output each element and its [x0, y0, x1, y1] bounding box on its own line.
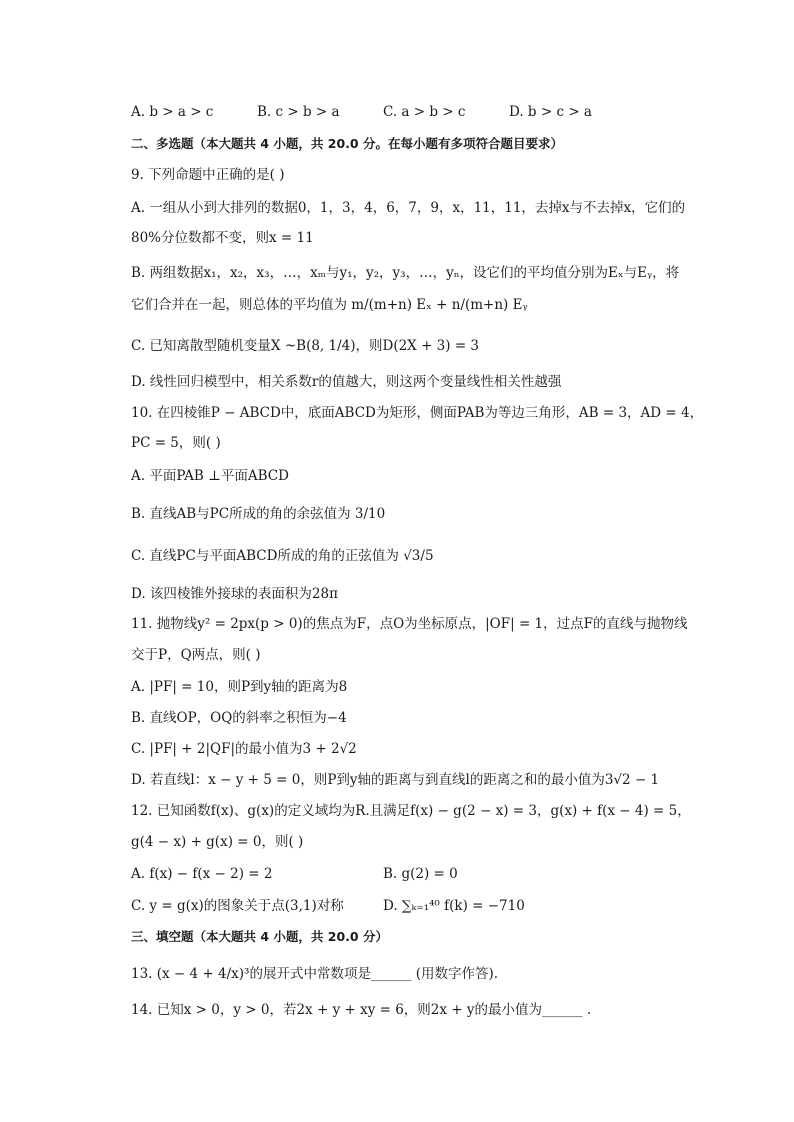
q11-option-c: C. |PF| + 2|QF|的最小值为3 + 2√2 — [131, 741, 357, 757]
q12-options-row1 — [131, 864, 671, 884]
q14-text: 14. 已知x > 0，y > 0，若2x + y + xy = 6，则2x + y的最小值为______ . — [131, 1002, 592, 1018]
q8-option-b: B. c > b > a — [257, 104, 340, 120]
q10-option-a: A. 平面PAB ⊥平面ABCD — [131, 468, 289, 484]
q11-stem-line1: 11. 抛物线y² = 2px(p > 0)的焦点为F，点O为坐标原点，|OF| = 1，过点F的直线与抛物线 — [131, 616, 688, 632]
section-3-title: 三、填空题（本大题共 4 小题，共 20.0 分） — [131, 929, 388, 944]
q10-option-d: D. 该四棱锥外接球的表面积为28π — [131, 586, 338, 602]
q11-stem-line2: 交于P，Q两点，则( ) — [131, 647, 261, 663]
q9-option-a-line1: A. 一组从小到大排列的数据0，1，3，4，6，7，9，x，11，11，去掉x与不去掉x，它们的 — [131, 200, 686, 216]
q11-option-b: B. 直线OP，OQ的斜率之积恒为−4 — [131, 710, 347, 726]
q11-option-d: D. 若直线l：x − y + 5 = 0，则P到y轴的距离与到直线l的距离之和的最小值为3√2 − 1 — [131, 772, 660, 788]
q9-option-b-line2: 它们合并在一起，则总体的平均值为 m/(m+n) Eₓ + n/(m+n) Eᵧ — [131, 297, 528, 313]
q10-option-b: B. 直线AB与PC所成的角的余弦值为 3/10 — [131, 506, 386, 522]
q12-option-c: C. y = g(x)的图象关于点(3,1)对称 — [131, 898, 344, 914]
q8-option-c: C. a > b > c — [383, 104, 466, 120]
q10-option-c: C. 直线PC与平面ABCD所成的角的正弦值为 √3/5 — [131, 548, 434, 564]
q8-option-d: D. b > c > a — [509, 104, 592, 120]
q9-stem: 9. 下列命题中正确的是( ) — [131, 167, 285, 183]
q13-text: 13. (x − 4 + 4/x)³的展开式中常数项是______ (用数字作答). — [131, 966, 499, 982]
q12-option-b: B. g(2) = 0 — [383, 866, 458, 882]
q12-option-d: D. ∑ₖ₌₁⁴⁰ f(k) = −710 — [383, 898, 525, 914]
q10-stem-line2: PC = 5，则( ) — [131, 435, 221, 451]
q11-option-a: A. |PF| = 10，则P到y轴的距离为8 — [131, 679, 348, 695]
q9-option-d: D. 线性回归模型中，相关系数r的值越大，则这两个变量线性相关性越强 — [131, 374, 562, 390]
q9-option-b-line1: B. 两组数据x₁，x₂，x₃，…，xₘ与y₁，y₂，y₃，…，yₙ，设它们的平均值分别为Eₓ与Eᵧ，将 — [131, 265, 680, 281]
q12-stem-line2: g(4 − x) + g(x) = 0，则( ) — [131, 834, 304, 850]
q8-options — [131, 102, 671, 122]
q9-option-a-line2: 80%分位数都不变，则x = 11 — [131, 230, 314, 246]
q12-options-row2 — [131, 896, 671, 916]
section-2-title: 二、多选题（本大题共 4 小题，共 20.0 分。在每小题有多项符合题目要求） — [131, 136, 563, 151]
q9-option-c: C. 已知离散型随机变量X ~B(8, 1/4)，则D(2X + 3) = 3 — [131, 338, 480, 354]
q12-option-a: A. f(x) − f(x − 2) = 2 — [131, 866, 273, 882]
q10-stem-line1: 10. 在四棱锥P − ABCD中，底面ABCD为矩形，侧面PAB为等边三角形，AB = 3，AD = 4， — [131, 405, 704, 421]
q12-stem-line1: 12. 已知函数f(x)、g(x)的定义域均为R.且满足f(x) − g(2 − x) = 3，g(x) + f(x − 4) = 5， — [131, 803, 691, 819]
q8-option-a: A. b > a > c — [131, 104, 214, 120]
